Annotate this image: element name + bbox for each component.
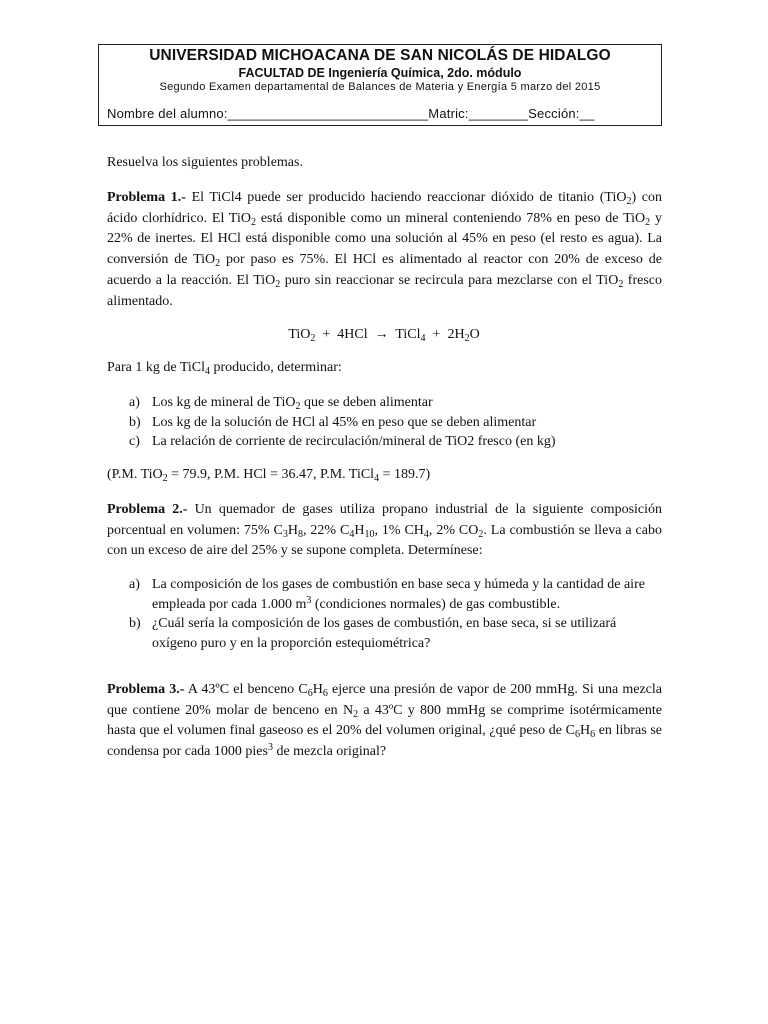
exam-title: Segundo Examen departamental de Balances de Materia y Energía 5 marzo del 2015 [159, 81, 601, 93]
matric-label: Matric: [428, 106, 469, 121]
question-item [107, 432, 662, 452]
problem-3-label: Problema 3.- [107, 682, 185, 697]
question-marker: b) [129, 414, 141, 430]
problem-2-statement [107, 500, 662, 562]
problem-2-label: Problema 2.- [107, 502, 188, 517]
question-marker: c) [129, 434, 140, 449]
problem-1-label: Problema 1.- [107, 190, 186, 205]
question-marker: a) [129, 577, 140, 592]
reaction-equation: TiO$_2$ + 4HCl → TiCl$_4$ + $2H_2O$ [288, 327, 480, 344]
problem-1-text: El TiCl4 puede ser producido haciendo reaccionar dióxido de titanio (TiO$_2$) con ácido clorhídrico. El TiO$_2$ está disponible como un mineral conteniendo 78% en peso de TiO$_2$ y 22% de inertes. El HCl está disponible como una solución al 45% en peso (el resto es agua). La conversión de TiO$_2$ por paso es 75%. El HCl es alimentado al reactor con 20% de exceso de acuerdo a la reacción. El TiO$_2$ puro sin reaccionar se recircula para mezclarse con el TiO$_2$ fresco alimentado. [107, 190, 663, 309]
problem-1-statement [107, 188, 662, 312]
question-marker: b) [129, 616, 141, 631]
question-text: ¿Cuál sería la composición de los gases de combustión, en base seca, si se utilizará oxígeno puro y en la proporción estequiométrica? [152, 616, 617, 651]
molecular-weights: (P.M. TiO$_2$ = 79.9, P.M. HCl = 36.47, P.M. TiCl$_4$ = 189.7) [107, 467, 431, 484]
question-item [107, 575, 662, 614]
question-text: Los kg de la solución de HCl al 45% en peso que se deben alimentar [152, 414, 537, 430]
problem-2-questions [107, 575, 662, 653]
instructions: Resuelva los siguientes problemas. [107, 155, 303, 170]
student-fields [107, 106, 595, 121]
problem-1-questions [107, 393, 662, 452]
problem-3-statement [107, 680, 662, 763]
name-blank: ___________________________ [227, 106, 429, 121]
question-item [107, 413, 662, 433]
section-blank: __ [579, 106, 595, 121]
section-label: Sección: [528, 106, 580, 121]
name-label: Nombre del alumno: [107, 106, 228, 121]
exam-header [98, 44, 662, 126]
faculty-name: FACULTAD DE Ingeniería Química, 2do. módulo [238, 66, 522, 80]
problem-1-prompt: Para 1 kg de TiCl$_4$ producido, determinar: [107, 360, 342, 377]
university-name: UNIVERSIDAD MICHOACANA DE SAN NICOLÁS DE HIDALGO [149, 47, 611, 64]
question-item [107, 393, 662, 413]
question-text: La relación de corriente de recirculación/mineral de TiO2 fresco (en kg) [152, 434, 556, 449]
problem-3-text: A 43ºC el benceno $C_6H_6$ ejerce una presión de vapor de 200 mmHg. Si una mezcla que contiene 20% molar de benceno en $N_2$ a 43ºC y 800 mmHg se comprime isotérmicamente hasta que el volumen final gaseoso es el 20% del volumen original, ¿qué peso de $C_6H_6$ en libras se condensa por cada 1000 pies$^3$ de mezcla original? [107, 682, 662, 760]
question-item [107, 614, 662, 653]
matric-blank: ________ [468, 106, 529, 121]
question-text: La composición de los gases de combustión en base seca y húmeda y la cantidad de aire empleada por cada 1.000 $m^3$ (condiciones normales) de gas combustible. [152, 577, 645, 612]
question-marker: a) [129, 395, 140, 410]
problem-2-text: Un quemador de gases utiliza propano industrial de la siguiente composición porcentual en volumen: 75% $C_3H_8$, 22% $C_4H_{10}$, 1% $CH_4$, 2% $CO_2$. La combustión se lleva a cabo con un exceso de aire del 25% y se supone completa. Determínese: [107, 502, 663, 559]
question-text: Los kg de mineral de TiO$_2$ que se deben alimentar [152, 395, 433, 412]
